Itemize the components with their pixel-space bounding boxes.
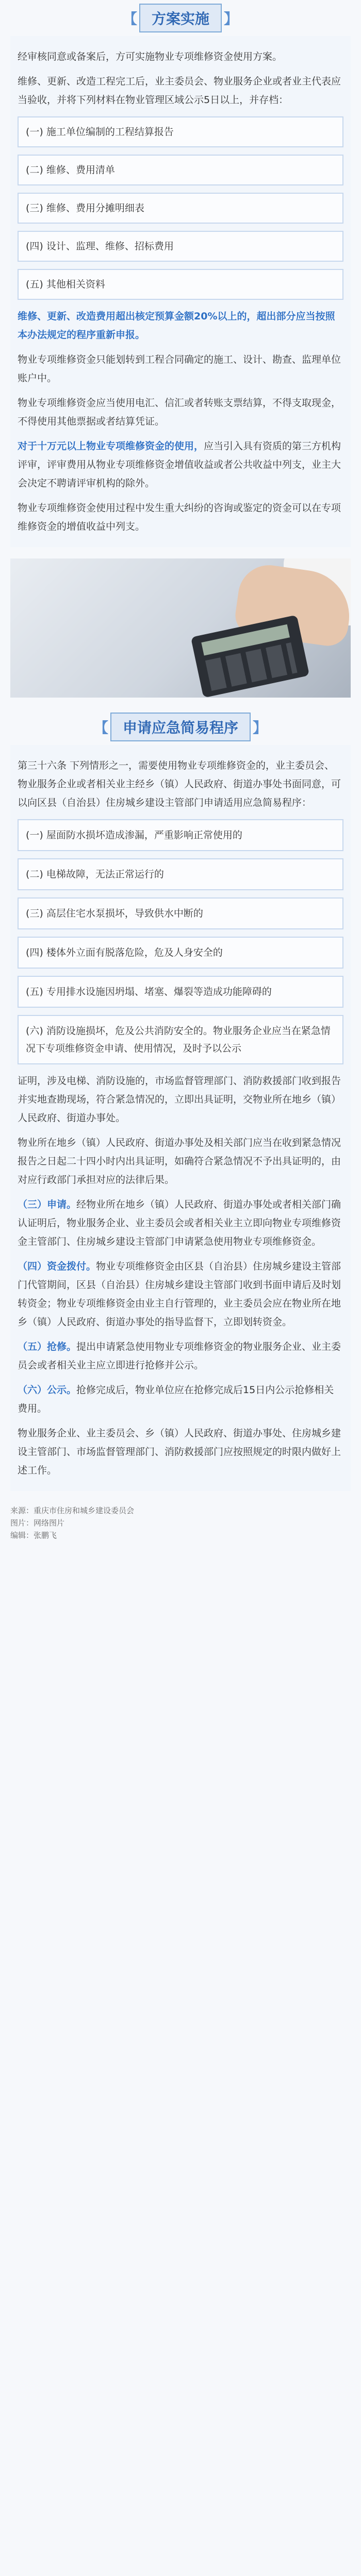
implementation-card — [10, 36, 351, 547]
paragraph — [18, 1381, 343, 1418]
paragraph: 第三十六条 下列情形之一，需要使用物业专项维修资金的，业主委员会、物业服务企业或者相关业主经乡（镇）人民政府、街道办事处书面同意，可以向区县（自治县）住房城乡建设主管部门申请适用应急简易程序： — [18, 760, 341, 808]
paragraph-text: 抢修完成后，物业单位应在抢修完成后15日内公示抢修相关费用。 — [18, 1384, 334, 1414]
emergency-card — [10, 745, 351, 1491]
footer-credits — [10, 1504, 351, 1541]
paragraph: 物业服务企业、业主委员会、乡（镇）人民政府、街道办事处、住房城乡建设主管部门、市场监督管理部门、消防救援部门应按照规定的时限内做好上述工作。 — [18, 1428, 341, 1476]
paragraph — [18, 1337, 343, 1375]
image-credit: 图片：网络图片 — [10, 1518, 65, 1528]
paragraph: 物业专项维修资金只能划转到工程合同确定的施工、设计、勘查、监理单位账户中。 — [18, 354, 341, 384]
list-item: (五) 专用排水设施因坍塌、堵塞、爆裂等造成功能障碍的 — [18, 976, 343, 1008]
paragraph — [18, 437, 343, 493]
paragraph: 经审核同意或备案后，方可实施物业专项维修资金使用方案。 — [18, 51, 283, 62]
list-item: (三) 维修、费用分摊明细表 — [18, 193, 343, 224]
list-item: (二) 维修、费用清单 — [18, 155, 343, 185]
list-item: (六) 消防设施损坏，危及公共消防安全的。物业服务企业应当在紧急情况下专项维修资金申请、使用情况，及时予以公示 — [18, 1015, 343, 1064]
paragraph: 维修、更新、改造工程完工后，业主委员会、物业服务企业或者业主代表应当验收，并将下列材料在物业管理区域公示5日以上，并存档： — [18, 76, 341, 106]
paragraph-text: 提出申请紧急使用物业专项维修资金的物业服务企业、业主委员会或者相关业主应立即进行抢修并公示。 — [18, 1341, 341, 1371]
paragraph: 物业专项维修资金应当使用电汇、信汇或者转账支票结算，不得支取现金，不得使用其他票据或者结算凭证。 — [18, 397, 341, 427]
list-item: (三) 高层住宅水泵损坏，导致供水中断的 — [18, 897, 343, 929]
list-item: (二) 电梯故障，无法正常运行的 — [18, 858, 343, 890]
highlight-text: （五）抢修。 — [18, 1341, 77, 1352]
calculator-icon — [191, 615, 309, 698]
paragraph-text: 物业专项维修资金由区县（自治县）住房城乡建设主管部门代管期间，区县（自治县）住房城乡建设主管部门收到书面申请后及时划转资金；物业专项维修资金由业主自行管理的，业主委员会应在物业所在地乡（镇）人民政府、街道办事处的指导监督下，立即划转资金。 — [18, 1261, 341, 1328]
list-item: (五) 其他相关资料 — [18, 269, 343, 300]
highlight-text: （六）公示。 — [18, 1384, 77, 1396]
highlight-text: 对于十万元以上物业专项维修资金的使用， — [18, 440, 204, 452]
list-item: (四) 楼体外立面有脱落危险，危及人身安全的 — [18, 937, 343, 969]
source-credit: 来源：重庆市住房和城乡建设委员会 — [10, 1506, 135, 1515]
section-title-emergency: 【 申请应急简易程序 】 — [0, 709, 361, 745]
paragraph-text: 经物业所在地乡（镇）人民政府、街道办事处或者相关部门确认证明后，物业服务企业、业主委员会或者相关业主立即向物业专项维修资金主管部门、住房城乡建设主管部门申请紧急使用物业专项维修资金。 — [18, 1199, 341, 1247]
list-item: (四) 设计、监理、维修、招标费用 — [18, 231, 343, 262]
section-title-text: 申请应急简易程序 — [110, 713, 251, 741]
paragraph: 证明，涉及电梯、消防设施的，市场监督管理部门、消防救援部门收到报告并实地查勘现场，符合紧急情况的，立即出具证明，交物业所在地乡（镇）人民政府、街道办事处。 — [18, 1075, 341, 1124]
highlight-text: （四）资金拨付。 — [18, 1261, 96, 1272]
section-title-text: 方案实施 — [139, 4, 222, 32]
editor-credit: 编辑：张鹏飞 — [10, 1531, 57, 1540]
list-item: (一) 施工单位编制的工程结算报告 — [18, 116, 343, 147]
calculator-photo — [10, 558, 351, 698]
paragraph — [18, 1257, 343, 1331]
list-item: (一) 屋面防水损坏造成渗漏，严重影响正常使用的 — [18, 819, 343, 851]
highlight-text: （三）申请。 — [18, 1199, 77, 1210]
paragraph: 物业所在地乡（镇）人民政府、街道办事处及相关部门应当在收到紧急情况报告之日起二十四小时内出具证明，如确符合紧急情况不予出具证明的，由对应行政部门承担对应的法律后果。 — [18, 1137, 341, 1185]
section-title-implementation: 【 方案实施 】 — [0, 0, 361, 36]
highlight-paragraph: 维修、更新、改造费用超出核定预算金额20%以上的，超出部分应当按照本办法规定的程序重新申报。 — [18, 311, 335, 341]
paragraph — [18, 1195, 343, 1251]
paragraph-text: 应当引入具有资质的第三方机构评审，评审费用从物业专项维修资金增值收益或者公共收益中列支，业主大会决定不聘请评审机构的除外。 — [18, 440, 341, 489]
paragraph: 物业专项维修资金使用过程中发生重大纠纷的咨询或鉴定的资金可以在专项维修资金的增值收益中列支。 — [18, 502, 341, 532]
